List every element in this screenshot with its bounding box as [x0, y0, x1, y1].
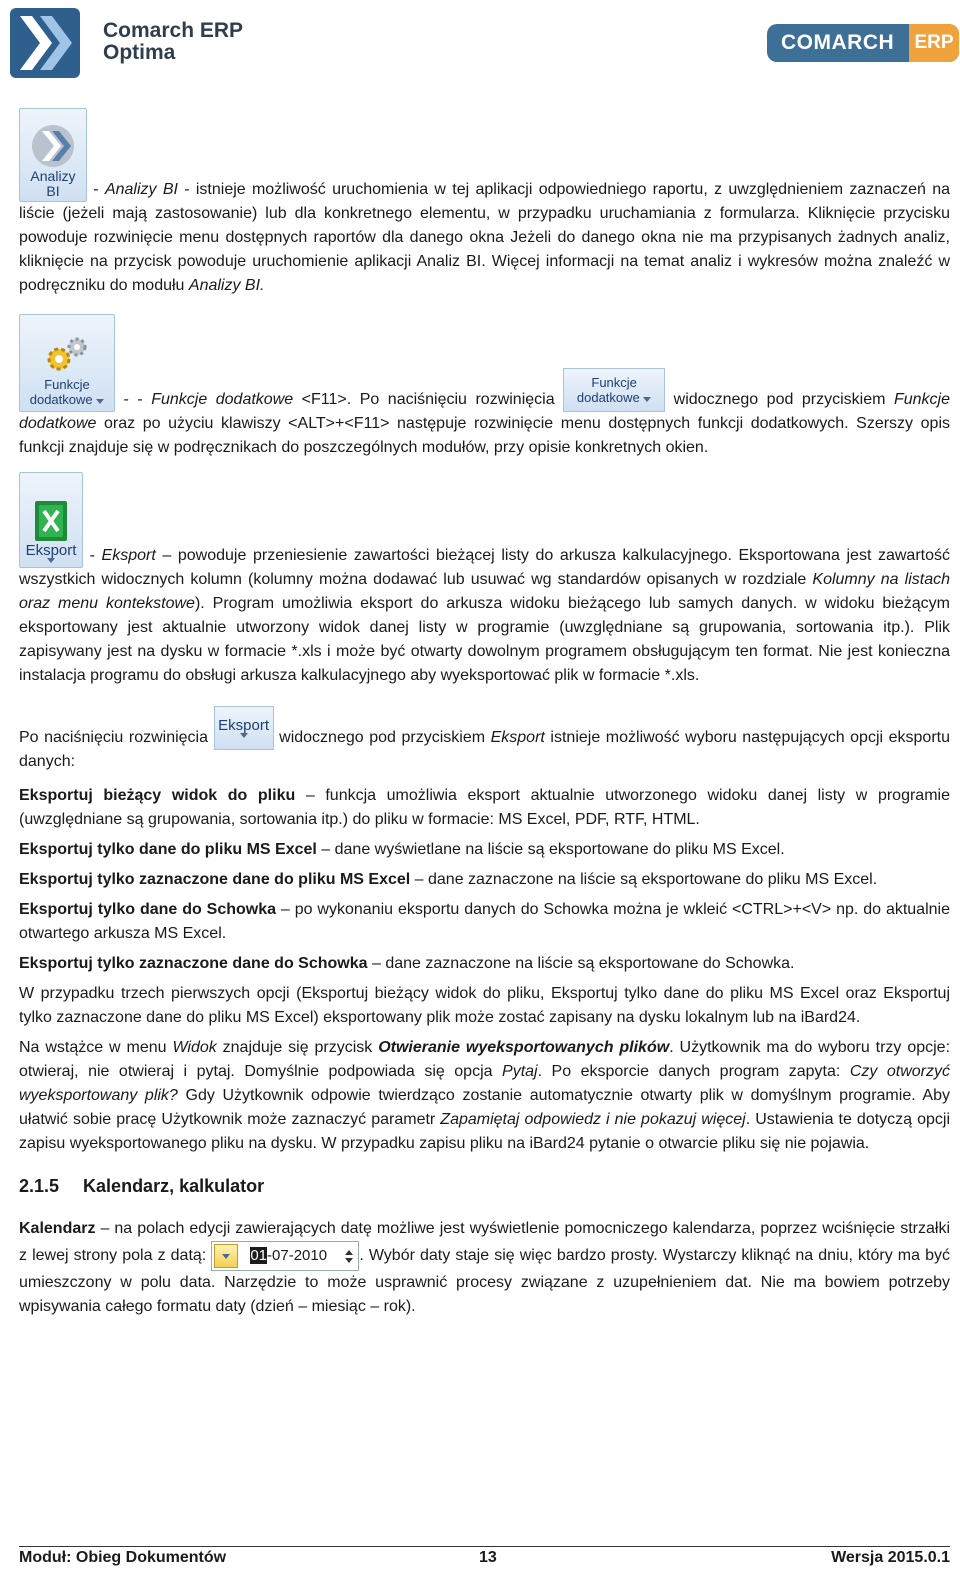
text-run-italic: Czy otworzyć wyeksportowany plik?	[19, 1063, 951, 1104]
analizy-label-2: BI	[46, 183, 60, 199]
section-title: Kalendarz, kalkulator	[83, 1176, 265, 1196]
text-run-italic: Widok	[172, 1039, 217, 1056]
text-run: Gdy Użytkownik odpowie twierdząco zostanie automatycznie otwarty plik w domyślnym programie. Aby ułatwić sobie pracę Użytkownik może zaznaczyć parametr	[19, 1087, 951, 1128]
text-run: . Wybór daty staje się więc bardzo prosty. Wystarczy kliknąć na dniu, który ma być umieszczony w polu data. Narzędzie to może usprawnić procesy związane z uzupełnieniem dat. Nie ma bowiem potrzeby wpisywania całego formatu daty (dzień – miesiąc – rok).	[19, 1247, 950, 1315]
spin-down-icon[interactable]	[345, 1258, 353, 1263]
text-run: – powoduje przeniesienie zawartości bieżącej listy do arkusza kalkulacyjnego. Eksportowana jest zawartość wszystkich widocznych kolumn (kolumny można dodawać lub usuwać wg standardów opisanych w rozdziale	[19, 547, 951, 588]
analizy-chevron-icon	[30, 123, 76, 169]
date-spinner[interactable]	[345, 1250, 356, 1263]
option-title: Eksportuj tylko dane do Schowka	[19, 901, 277, 918]
option-eksport-zaznaczone-excel	[19, 868, 950, 892]
text-run: . Ustawienia te dotyczą opcji zapisu wyeksportowanego pliku na dysku. W przypadku zapisu pliku na iBard24 pytanie o otwarcie pliku się nie pojawia.	[19, 1111, 951, 1152]
option-eksport-zaznaczone-schowek	[19, 952, 950, 976]
excel-icon	[33, 499, 69, 543]
paragraph-funkcje	[19, 314, 950, 460]
paragraph-analizy	[19, 108, 950, 298]
funkcje-label-2-text: dodatkowe	[29, 392, 93, 407]
text-run: -	[87, 181, 105, 198]
text-run: . Po eksporcie danych program zapyta:	[537, 1063, 850, 1080]
text-run-italic: Eksport	[101, 547, 156, 564]
brand-line-1: Comarch ERP	[103, 19, 244, 42]
gears-icon	[43, 333, 91, 377]
option-text: – po wykonaniu eksportu danych do Schowka można je wkleić <CTRL>+<V> np. do aktualnie otwartego arkusza MS Excel.	[19, 901, 950, 942]
paragraph-first-three: W przypadku trzech pierwszych opcji (Eksportuj bieżący widok do pliku, Eksportuj tylko dane do pliku MS Excel oraz Eksportuj tylko zaznaczone dane do pliku MS Excel) eksportowany plik może zostać zapisany na dysku lokalnym lub na iBard24.	[19, 985, 950, 1026]
brand-line-2: Optima	[103, 41, 176, 64]
text-run-italic: Analizy BI.	[188, 277, 265, 294]
paragraph-wstazka	[19, 1036, 950, 1156]
analizy-label-1: Analizy	[30, 168, 76, 184]
text-run: <F11>. Po naciśnięciu rozwinięcia	[293, 391, 564, 408]
text-run-italic: Eksport	[490, 729, 545, 746]
date-value	[250, 1244, 327, 1268]
eksport-button[interactable]	[19, 472, 83, 568]
funkcje-label-1: Funkcje	[44, 377, 90, 392]
paragraph-eksport-opcje	[19, 706, 950, 774]
badge-erp-text: ERP	[909, 24, 959, 62]
text-run: widocznego pod przyciskiem	[665, 391, 894, 408]
date-rest: -07-2010	[267, 1247, 328, 1264]
option-text: – dane zaznaczone na liście są eksportowane do pliku MS Excel.	[410, 871, 878, 888]
text-run: widocznego pod przyciskiem	[273, 729, 491, 746]
funkcje-dropdown-inline[interactable]	[563, 368, 665, 412]
text-run: oraz po użyciu klawiszy <ALT>+<F11> następuje rozwinięcie menu dostępnych funkcji dodatkowych. Szerszy opis funkcji znajduje się w podręcznikach do poszczególnych modułów, przy opisie konkretnych okien.	[19, 415, 950, 456]
option-eksport-widok	[19, 784, 950, 832]
date-field[interactable]	[211, 1241, 359, 1271]
text-run: ). Program umożliwia eksport do arkusza widoku bieżącego lub samych danych. w widoku bieżącym eksportowany jest aktualnie utworzony widok danej listy w programie (uwzględniane są grupowania, sortowania itp.). Plik zapisywany jest na dysku w formacie *.xls i może być otwarty dowolnym programem obsługującym ten format. Nie jest konieczna instalacja programu do obsługi arkusza kalkulacyjnego aby wyeksportować plik w formacie *.xls.	[19, 595, 950, 684]
text-run: - -	[115, 391, 152, 408]
chevron-down-icon	[643, 397, 651, 402]
option-eksport-dane-excel	[19, 838, 950, 862]
date-selected-part: 01	[250, 1247, 268, 1264]
paragraph-kalendarz	[19, 1217, 950, 1319]
option-title: Eksportuj bieżący widok do pliku	[19, 787, 296, 804]
text-run: znajduje się przycisk	[216, 1039, 379, 1056]
footer-version: Wersja 2015.0.1	[831, 1549, 950, 1566]
calendar-dropdown-button[interactable]	[214, 1244, 238, 1268]
footer-module: Moduł: Obieg Dokumentów	[19, 1549, 227, 1566]
option-text: – funkcja umożliwia eksport aktualnie utworzonego widoku danej listy w programie (uwzględniane są grupowania, sortowania itp.) do pliku w formacie: MS Excel, PDF, RTF, HTML.	[19, 787, 950, 828]
chevron-down-icon	[96, 399, 104, 404]
text-run-italic: Analizy BI	[104, 181, 178, 198]
comarch-logo-icon	[10, 8, 80, 78]
text-run: . Użytkownik ma do wyboru trzy opcje: otwieraj, nie otwieraj i pytaj. Domyślnie podpowiada się opcja	[19, 1039, 951, 1080]
kalendarz-term: Kalendarz	[19, 1220, 96, 1237]
spin-up-icon[interactable]	[345, 1250, 353, 1255]
text-run-bold-italic: Otwieranie wyeksportowanych plików	[378, 1039, 670, 1056]
funkcje-inline-label-2	[577, 390, 652, 405]
page-footer	[19, 1546, 950, 1572]
analizy-bi-button[interactable]	[19, 108, 87, 202]
option-title: Eksportuj tylko dane do pliku MS Excel	[19, 841, 317, 858]
text-run: – na polach edycji zawierających datę możliwe jest wyświetlenie pomocniczego kalendarza, poprzez wciśnięcie strzałki z lewej strony pola z datą:	[19, 1220, 950, 1265]
text-run-italic: Kolumny na listach oraz menu kontekstowe	[19, 571, 951, 612]
text-run: -	[83, 547, 102, 564]
text-run-italic: Funkcje dodatkowe	[151, 391, 294, 408]
option-title: Eksportuj tylko zaznaczone dane do pliku MS Excel	[19, 871, 411, 888]
document-body	[19, 108, 950, 1319]
page-header	[0, 0, 960, 90]
paragraph-eksport	[19, 472, 950, 688]
badge-comarch-text: COMARCH	[781, 31, 895, 54]
funkcje-inline-label-2-text: dodatkowe	[576, 390, 640, 405]
funkcje-inline-label-1: Funkcje	[591, 375, 637, 390]
option-text: – dane zaznaczone na liście są eksportowane do Schowka.	[367, 955, 795, 972]
option-title: Eksportuj tylko zaznaczone dane do Schowka	[19, 955, 368, 972]
footer-page-number: 13	[479, 1549, 497, 1566]
chevron-down-icon	[47, 558, 55, 563]
brand-name	[103, 20, 243, 64]
chevron-down-icon	[222, 1254, 230, 1259]
text-run-italic: Zapamiętaj odpowiedz i nie pokazuj więcej	[440, 1111, 746, 1128]
eksport-inline-label: Eksport	[218, 717, 269, 734]
option-text: – dane wyświetlane na liście są eksportowane do pliku MS Excel.	[316, 841, 785, 858]
comarch-erp-badge	[767, 24, 959, 62]
text-run: istnieje możliwość wyboru następujących opcji eksportu danych:	[19, 729, 951, 770]
eksport-label: Eksport	[25, 542, 77, 559]
text-run-italic: Funkcje dodatkowe	[19, 391, 951, 432]
option-eksport-schowek	[19, 898, 950, 946]
text-run: Po naciśnięciu rozwinięcia	[19, 729, 214, 746]
chevron-down-icon	[240, 733, 248, 738]
section-number: 2.1.5	[19, 1176, 60, 1196]
funkcje-dodatkowe-button[interactable]	[19, 314, 115, 412]
text-run-italic: Pytaj	[502, 1063, 538, 1080]
text-run: - istnieje możliwość uruchomienia w tej aplikacji odpowiedniego raportu, z uwzględnieniem zaznaczeń na liście (jeżeli mają zastosowanie) lub dla konkretnego elementu, w przypadku uruchamiania z formularza. Kliknięcie przycisku powoduje rozwinięcie menu dostępnych raportów dla danego okna Jeżeli do danego okna nie ma przypisanych żadnych analiz, kliknięcie na przycisk powoduje uruchomienie aplikacji Analiz BI. Więcej informacji na temat analiz i wykresów można znaleźć w podręczniku do modułu	[19, 181, 951, 294]
text-run: Na wstążce w menu	[19, 1039, 173, 1056]
eksport-dropdown-inline[interactable]	[214, 706, 274, 750]
section-heading	[19, 1176, 950, 1197]
funkcje-label-2	[30, 392, 105, 407]
